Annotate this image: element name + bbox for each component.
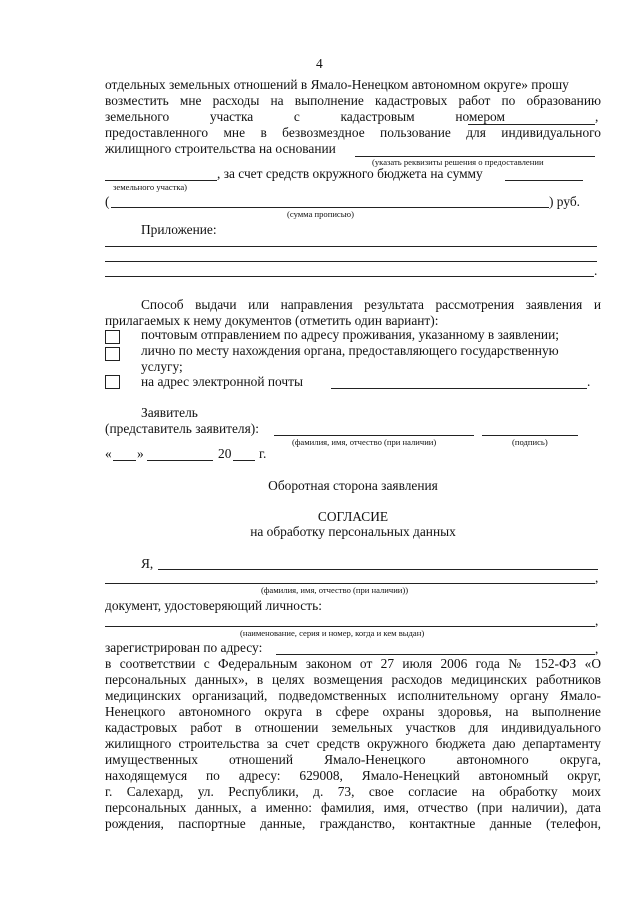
- email-field[interactable]: [331, 388, 587, 389]
- option-post-checkbox[interactable]: [105, 330, 120, 344]
- doc-label: документ, удостоверяющий личность:: [105, 598, 322, 613]
- application-line-2: возместить мне расходы на выполнение кадастровых работ по образованию: [105, 93, 601, 108]
- consent-line: в соответствии с Федеральным законом от 27 июля 2006 года № 152-ФЗ «О: [105, 656, 601, 671]
- date-day-field[interactable]: [113, 460, 136, 461]
- application-line-3: земельного участка с кадастровым номером: [105, 109, 505, 124]
- date-month-field[interactable]: [147, 460, 213, 461]
- consent-line: г. Салехард, ул. Республики, д. 73, свое согласие на обработку моих: [105, 784, 601, 799]
- consent-line: Ненецкого автономного округа в сфере охраны здоровья, на выполнение: [105, 704, 601, 719]
- delivery-intro-1: Способ выдачи или направления результата рассмотрения заявления и: [141, 297, 601, 312]
- option-email-label: на адрес электронной почты: [141, 374, 303, 389]
- decision-details-field-2[interactable]: [105, 180, 217, 181]
- sum-in-words-field[interactable]: [111, 207, 549, 208]
- reg-label: зарегистрирован по адресу:: [105, 640, 263, 655]
- hint-decision: (указать реквизиты решения о предоставлении: [372, 157, 544, 167]
- attachment-label: Приложение:: [141, 222, 217, 237]
- rub-label: ) руб.: [549, 194, 581, 209]
- consent-line: кадастровых работ в отношении земельных участков для индивидуального: [105, 720, 601, 735]
- consent-line: персональных данных, а именно: фамилия, имя, отчество (при наличии), дата: [105, 800, 601, 815]
- consent-line: имущественных отношений Ямало-Ненецкого автономного округа,: [105, 752, 601, 767]
- option-email-checkbox[interactable]: [105, 375, 120, 389]
- application-line-6: , за счет средств окружного бюджета на сумму: [217, 166, 483, 181]
- hint-consent-fio: (фамилия, имя, отчество (при наличии)): [261, 585, 409, 595]
- consent-line: медицинских организаций, подведомственных исполнительному органу Ямало-: [105, 688, 601, 703]
- hint-applicant-fio: (фамилия, имя, отчество (при наличии): [292, 437, 437, 447]
- consent-line: персональных данных», в целях возмещения расходов медицинских работников: [105, 672, 601, 687]
- application-line-1: отдельных земельных отношений в Ямало-Ненецком автономном округе» прошу: [105, 77, 569, 92]
- applicant-signature-field[interactable]: [482, 435, 578, 436]
- consent-title: СОГЛАСИЕ: [317, 509, 389, 524]
- application-line-4: предоставленного мне в безвозмездное пользование для индивидуального: [105, 125, 601, 140]
- hint-signature: (подпись): [512, 437, 548, 447]
- page-number: 4: [316, 56, 323, 71]
- attachment-line-1[interactable]: [105, 246, 597, 247]
- consent-fio-field-2[interactable]: [105, 583, 595, 584]
- option-personal-label: лично по месту нахождения органа, предоставляющего государственную: [141, 343, 559, 358]
- attachment-line-2[interactable]: [105, 261, 597, 262]
- attachment-line-3[interactable]: [105, 276, 594, 277]
- hint-land: земельного участка): [113, 182, 188, 192]
- consent-line: рождения, паспортные данные, гражданство, контактные данные (телефон,: [105, 816, 601, 831]
- consent-body: [105, 656, 601, 832]
- consent-line: находящемуся по адресу: 629008, Ямало-Ненецкий автономный округ,: [105, 768, 601, 783]
- consent-line: жилищного строительства за счет средств окружного бюджета даю департаменту: [105, 736, 601, 751]
- applicant-fio-field[interactable]: [274, 435, 474, 436]
- option-personal-label-cont: услугу;: [141, 359, 183, 374]
- reverse-heading: Оборотная сторона заявления: [268, 478, 438, 493]
- option-personal-checkbox[interactable]: [105, 347, 120, 361]
- delivery-intro-2: прилагаемых к нему документов (отметить один вариант):: [105, 313, 439, 328]
- application-line-5: жилищного строительства на основании: [105, 141, 336, 156]
- hint-doc: (наименование, серия и номер, когда и кем выдан): [240, 628, 425, 638]
- applicant-label: Заявитель: [141, 405, 198, 420]
- registration-address-field[interactable]: [276, 654, 595, 655]
- date-year-field[interactable]: [233, 460, 255, 461]
- consent-ya: Я,: [141, 556, 154, 571]
- hint-sum: (сумма прописью): [287, 209, 354, 219]
- identity-document-field[interactable]: [105, 626, 595, 627]
- consent-subtitle: на обработку персональных данных: [250, 524, 456, 539]
- representative-label: (представитель заявителя):: [105, 421, 259, 436]
- consent-fio-field[interactable]: [158, 569, 598, 570]
- option-post-label: почтовым отправлением по адресу проживания, указанному в заявлении;: [141, 327, 559, 342]
- document-page: 4 отдельных земельных отношений в Ямало-Ненецком автономном округе» прошу возместить мне расходы на выполнение кадастровых работ по образованию земельного участка с кадастровым номером , предоставленного мне в безвозмездное пользование для индивидуального жилищного строительства на основании (указать реквизиты решения о предоставлении , за счет средств окружного бюджета на сумму земельного участка) ( ) руб. (сумма прописью) Приложение: . Способ выдачи или направления результата рассмотрения заявления и прилагаемых к нему документов (отметить один вариант): почтовым отправлением по адресу проживания, указанному в заявлении; лично по месту нахождения органа, предоставляющего государственную услугу; на адрес электронной почты . Заявитель (представитель заявителя): (фамилия, имя, отчество (при наличии) (подпись) « » 20 г. Оборотная сторона заявления СОГЛАСИЕ на обработку персональных данных Я, , (фамилия, имя, отчество (при наличии)) документ, удостоверяющий личность: , (наименование, серия и номер, когда и кем выдан) зарегистрирован по адресу: , в соответствии с Федеральным законом от 27 июля 2006 года № 152-ФЗ «О персональных данных», в целях возмещения расходов медицинских работников медицинских организаций, подведомственных исполнительному органу Ямало- Ненецкого автономного округа в сфере охраны здоровья, на выполнение кадастровых работ в отношении земельных участков для индивидуального жилищного строительства за счет средств окружного бюджета даю департаменту имущественных отношений Ямало-Ненецкого автономного округа, находящемуся по адресу: 629008, Ямало-Ненецкий автономный округ, г. Салехард, ул. Республики, д. 73, свое согласие на обработку моих персональных данных, а именно: фамилия, имя, отчество (при наличии), дата рождения, паспортные данные, гражданство, контактные данные (телефон,: [105, 56, 601, 831]
- sum-numeric-field[interactable]: [505, 180, 583, 181]
